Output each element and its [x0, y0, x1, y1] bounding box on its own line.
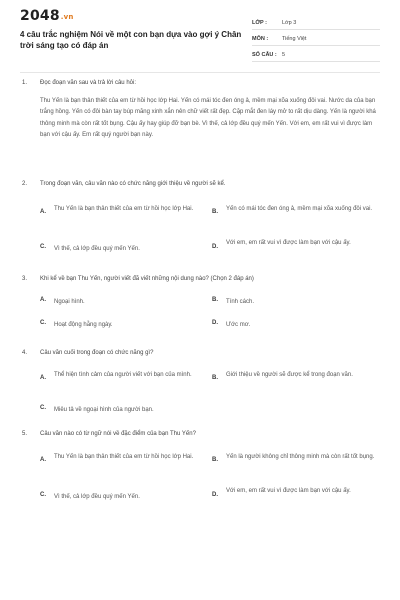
answer-text: Vì thế, cả lớp đều quý mến Yến. [54, 246, 140, 252]
header-divider [20, 72, 380, 73]
question-number: 4. [22, 350, 28, 356]
question-number: 3. [22, 276, 28, 282]
meta-subject [252, 33, 380, 46]
answer-text: Với em, em rất vui vì được làm bạn với cậu ấy. [226, 488, 351, 494]
answer-text: Miêu tả về ngoại hình của người bạn. [54, 407, 154, 413]
answer-letter: A. [40, 457, 46, 463]
answer-text: Ngoại hình. [54, 299, 85, 305]
answer-text: Thể hiện tình cảm của người viết với bạn của mình. [54, 372, 192, 378]
answer-letter: C. [40, 405, 46, 411]
meta-label: LỚP : [252, 20, 267, 26]
meta-value: Lớp 3 [282, 20, 297, 26]
answer-text: Thu Yến là bạn thân thiết của em từ hồi học lớp Hai. [54, 206, 194, 212]
answer-letter: B. [212, 457, 218, 463]
question-text: Đọc đoạn văn sau và trả lời câu hỏi: [40, 80, 136, 86]
question-number: 1. [22, 80, 28, 86]
answer-letter: A. [40, 297, 46, 303]
meta-value: 5 [282, 52, 286, 58]
answer-letter: D. [212, 320, 218, 326]
answer-letter: A. [40, 375, 46, 381]
question-number: 5. [22, 431, 28, 437]
logo-main: 2048 [20, 8, 60, 24]
question-number: 2. [22, 181, 28, 187]
answer-text: Với em, em rất vui vì được làm bạn với cậu ấy. [226, 240, 351, 246]
answer-letter: A. [40, 209, 46, 215]
answer-letter: D. [212, 492, 218, 498]
answer-letter: B. [212, 297, 218, 303]
question-text: Khi kể về bạn Thu Yến, người viết đã viết những nội dung nào? (Chọn 2 đáp án) [40, 276, 254, 282]
meta-label: MÔN : [252, 36, 269, 42]
answer-text: Tính cách. [226, 299, 255, 305]
answer-text: Yến là người không chỉ thông minh mà còn rất tốt bụng. [226, 454, 375, 460]
answer-letter: B. [212, 209, 218, 215]
answer-letter: C. [40, 244, 46, 250]
answer-text: Hoạt động hằng ngày. [54, 322, 113, 328]
answer-text: Vì thế, cả lớp đều quý mến Yến. [54, 494, 140, 500]
answer-text: Thu Yến là bạn thân thiết của em từ hồi học lớp Hai. [54, 454, 194, 460]
worksheet-meta [252, 17, 380, 62]
worksheet-title: 4 câu trắc nghiệm Nói về một con bạn dựa vào gợi ý Chân trời sáng tạo có đáp án [20, 30, 242, 50]
meta-value: Tiếng Việt [282, 36, 307, 42]
question-text: Câu văn nào có từ ngữ nói về đặc điểm của bạn Thu Yến? [40, 431, 196, 437]
reading-passage: Thu Yến là bạn thân thiết của em từ hồi học lớp Hai. Yến có mái tóc đen óng ả, mềm mại xõa xuống đôi vai. Nước da của bạn trắng hồng. Yến có đôi bàn tay búp măng xinh xắn nên chữ viết rất đẹp. Cặp mắt đen láy mở to rất dịu dàng. Yến là người khá thông minh mà còn rất tốt bụng. Cậu ấy hay giúp đỡ bạn bè. Vì thế, cả lớp đều quý mến Yến. Với em, em rất vui vì được làm bạn với cậu ấy. Em rất quý người bạn này. [40, 98, 376, 138]
answer-letter: D. [212, 244, 218, 250]
question-text: Trong đoạn văn, câu văn nào có chức năng giới thiệu về người sẽ kể. [40, 181, 226, 187]
logo-tld: .vn [60, 13, 74, 21]
answer-text: Ước mơ. [226, 322, 251, 328]
answer-letter: B. [212, 375, 218, 381]
question-text: Câu văn cuối trong đoạn có chức năng gì? [40, 350, 154, 356]
answer-letter: C. [40, 320, 46, 326]
site-logo[interactable] [20, 8, 74, 24]
worksheet-header [0, 0, 400, 74]
meta-grade [252, 17, 380, 30]
meta-question-count [252, 49, 380, 62]
answer-text: Giới thiệu về người sẽ được kể trong đoạn văn. [226, 372, 353, 378]
answer-letter: C. [40, 492, 46, 498]
answer-text: Yến có mái tóc đen óng ả, mềm mại xõa xuống đôi vai. [226, 206, 373, 212]
meta-label: SỐ CÂU : [252, 52, 277, 58]
